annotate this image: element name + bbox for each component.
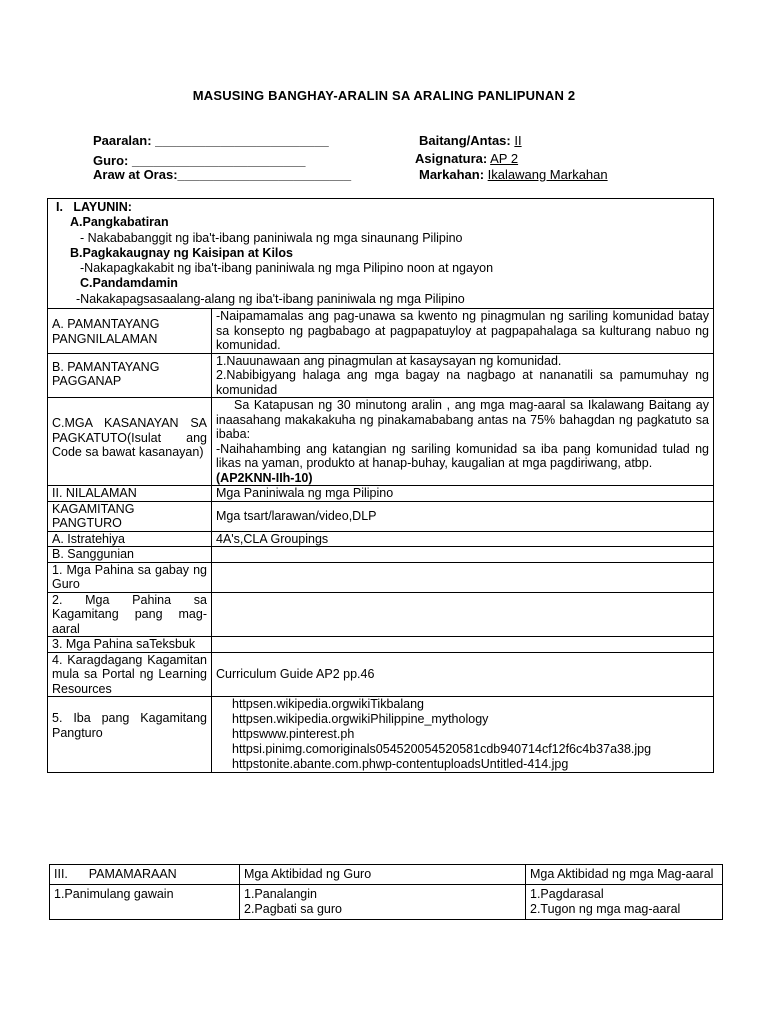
paaralan-line (93, 133, 329, 148)
kasanayan-cell (212, 398, 714, 486)
baitang-line (419, 133, 522, 148)
kasanayan-text-1: Sa Katapusan ng 30 minutong aralin , ang mga mag-aaral sa Ikalawang Baitang ay inaasahang makakakuha ng pinakamababang antas na 75% bahagdan ng pagkatuto sa ibaba: (216, 398, 709, 442)
reference-link[interactable]: httpsi.pinimg.comoriginals054520054520581cdb940714cf12f6c4b37a38.jpg (232, 742, 652, 757)
mag-aaral-activities (526, 885, 723, 920)
nilalaman-row (48, 486, 714, 502)
panimulang-gawain-label: 1.Panimulang gawain (50, 885, 240, 920)
kagamitang-mag-aaral-row (48, 592, 714, 637)
istratehiya-label: A. Istratehiya (48, 531, 212, 547)
pagganap-cell (212, 353, 714, 398)
layunin-row (48, 199, 714, 309)
asignatura-label: Asignatura: (415, 151, 488, 166)
layunin-cell (48, 199, 714, 309)
portal-text: Curriculum Guide AP2 pp.46 (212, 652, 714, 697)
guro-line (93, 153, 306, 168)
nilalaman-text: Mga Paniniwala ng mga Pilipino (212, 486, 714, 502)
kasanayan-code: (AP2KNN-IIh-10) (216, 470, 313, 485)
guro-col-header: Mga Aktibidad ng Guro (240, 865, 526, 885)
markahan-label: Markahan: (419, 167, 485, 182)
pangnilalaman-text: -Naipamamalas ang pag-unawa sa kwento ng pinagmulan ng sariling komunidad batay sa konsepto ng pagbabago at pagpapatuyloy at pagpapahalaga sa kulturang nabuo ng komunidad. (212, 309, 714, 354)
sanggunian-label: B. Sanggunian (48, 547, 212, 563)
pamamaraan-col-header: III. PAMAMARAAN (50, 865, 240, 885)
gabay-guro-row (48, 562, 714, 592)
reference-link[interactable]: httpsen.wikipedia.orgwikiTikbalang (232, 697, 424, 712)
kagamitan-text: Mga tsart/larawan/video,DLP (212, 501, 714, 531)
pagkakaugnay-title: B.Pagkakaugnay ng Kaisipan at Kilos (70, 245, 293, 260)
iba-pang-kagamitan-row (48, 697, 714, 773)
nilalaman-label: II. NILALAMAN (48, 486, 212, 502)
pandamdamin-title: C.Pandamdamin (80, 276, 178, 291)
portal-label: 4. Karagdagang Kagamitan mula sa Portal ng Learning Resources (48, 652, 212, 697)
istratehiya-row (48, 531, 714, 547)
kasanayan-row (48, 398, 714, 486)
teksbuk-text (212, 637, 714, 653)
sanggunian-row (48, 547, 714, 563)
kagamitang-mag-aaral-label: 2. Mga Pahina sa Kagamitang pang mag-aaral (48, 592, 212, 637)
guro-label: Guro: (93, 153, 129, 168)
guro-activities (240, 885, 526, 920)
reference-link[interactable]: httpsen.wikipedia.orgwikiPhilippine_mythology (232, 712, 489, 727)
pandamdamin-text: -Nakakapagsasaalang-alang ng iba't-ibang paniniwala ng mga Pilipino (76, 291, 465, 306)
sanggunian-text (212, 547, 714, 563)
paaralan-label: Paaralan: (93, 133, 152, 148)
baitang-value: II (514, 133, 522, 148)
teksbuk-row (48, 637, 714, 653)
araw-blank: ________________________ (177, 167, 352, 182)
teksbuk-label: 3. Mga Pahina saTeksbuk (48, 637, 212, 653)
pagkakaugnay-text: -Nakapagkakabit ng iba't-ibang paniniwala ng mga Pilipino noon at ngayon (80, 261, 494, 276)
pamamaraan-header-row (50, 865, 723, 885)
istratehiya-text: 4A's,CLA Groupings (212, 531, 714, 547)
pagganap-text-2: 2.Nabibigyang halaga ang mga bagay na nagbago at nananatili sa pamumuhay ng komunidad (216, 368, 709, 397)
kagamitan-row (48, 501, 714, 531)
layunin-heading: I. LAYUNIN: (56, 200, 132, 214)
kagamitan-label: KAGAMITANG PANGTURO (48, 501, 212, 531)
portal-row (48, 652, 714, 697)
document-title: MASUSING BANGHAY-ARALIN SA ARALING PANLIPUNAN 2 (192, 88, 576, 103)
kasanayan-label: C.MGA KASANAYAN SA PAGKATUTO(Isulat ang Code sa bawat kasanayan) (48, 398, 212, 486)
links-cell (212, 697, 714, 773)
pangnilalaman-label: A. PAMANTAYANG PANGNILALAMAN (48, 309, 212, 354)
gabay-guro-label: 1. Mga Pahina sa gabay ng Guro (48, 562, 212, 592)
gabay-guro-text (212, 562, 714, 592)
asignatura-value: AP 2 (490, 151, 519, 166)
guro-activity: 2.Pagbati sa guro (244, 902, 342, 916)
panimulang-gawain-row (50, 885, 723, 920)
araw-line (93, 167, 351, 182)
lesson-plan-table (47, 198, 714, 773)
reference-link[interactable]: httpswww.pinterest.ph (232, 727, 355, 742)
guro-activity: 1.Panalangin (244, 887, 317, 901)
kagamitang-mag-aaral-text (212, 592, 714, 637)
pagganap-text-1: 1.Nauunawaan ang pinagmulan at kasaysayan ng komunidad. (216, 353, 562, 368)
pamamaraan-table (49, 864, 723, 920)
guro-blank: ________________________ (132, 153, 306, 168)
pagganap-row (48, 353, 714, 398)
kasanayan-text-2: -Naihahambing ang katangian ng sariling komunidad sa iba pang komunidad tulad ng likas na yaman, produkto at hanap-buhay, kaugalian at mga pagdiriwang, atbp. (216, 441, 709, 471)
baitang-label: Baitang/Antas: (419, 133, 511, 148)
pangkabatiran-title: A.Pangkabatiran (70, 215, 169, 230)
mag-aaral-activity: 1.Pagdarasal (530, 887, 604, 901)
markahan-line (419, 167, 608, 182)
mag-aaral-col-header: Mga Aktibidad ng mga Mag-aaral (526, 865, 723, 885)
mag-aaral-activity: 2.Tugon ng mga mag-aaral (530, 902, 681, 916)
pagganap-label: B. PAMANTAYANG PAGGANAP (48, 353, 212, 398)
pangkabatiran-text: - Nakababanggit ng iba't-ibang paniniwala ng mga sinaunang Pilipino (80, 230, 463, 245)
araw-label: Araw at Oras: (93, 167, 178, 182)
pangnilalaman-row (48, 309, 714, 354)
reference-link[interactable]: httpstonite.abante.com.phwp-contentuploadsUntitled-414.jpg (232, 757, 569, 772)
paaralan-blank: ________________________ (155, 133, 329, 148)
markahan-value: Ikalawang Markahan (487, 167, 608, 182)
iba-pang-kagamitan-label: 5. Iba pang Kagamitang Pangturo (48, 697, 212, 773)
asignatura-line (415, 151, 518, 166)
